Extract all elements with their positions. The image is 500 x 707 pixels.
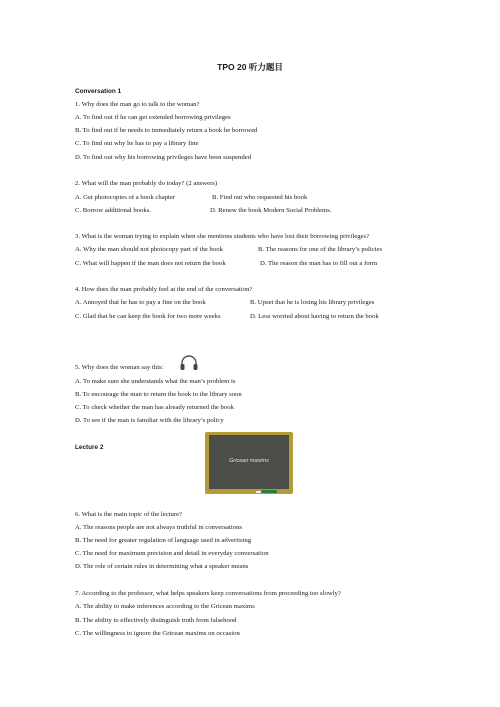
eraser	[261, 490, 277, 493]
q4-option-b: B. Upset that he is losing his library privileges	[250, 299, 375, 306]
q4-option-c: C. Glad that he can keep the book for two more weeks	[75, 313, 221, 320]
question-3: 3. What is the woman trying to explain when she mentions students who have lost their borrowing privileges?	[75, 233, 370, 240]
q5-option-d: D. To see if the man is familiar with the library’s policy	[75, 417, 224, 424]
q6-option-c: C. The need for maximum precision and detail in everyday conversation	[75, 550, 269, 557]
q6-option-b: B. The need for greater regulation of language used in advertising	[75, 537, 252, 544]
q3-option-b: B. The reasons for one of the library’s policies	[258, 246, 383, 253]
q5-option-b: B. To encourage the man to return the book to the library soon	[75, 391, 242, 398]
headphones-icon[interactable]	[179, 355, 199, 371]
q1-option-a: A. To find out if he can get extended borrowing privileges	[75, 114, 231, 121]
section-heading-lecture: Lecture 2	[75, 444, 104, 451]
q3-option-d: D. The reason the man has to fill out a form	[260, 260, 378, 267]
q1-option-b: B. To find out if he needs to immediately return a book he borrowed	[75, 127, 258, 134]
question-2: 2. What will the man probably do today? (2 answers)	[75, 180, 218, 187]
q2-option-b: B. Find out who requested his book	[212, 194, 308, 201]
q2-option-c: C. Borrow additional books.	[75, 207, 151, 214]
question-4: 4. How does the man probably feel at the end of the conversation?	[75, 286, 253, 293]
q6-option-d: D. The role of certain rules in determining what a speaker means	[75, 563, 249, 570]
q7-option-a: A. The ability to make inferences according to the Gricean maxims	[75, 603, 255, 610]
question-5: 5. Why does the woman say this:	[75, 364, 164, 371]
q6-option-a: A. The reasons people are not always truthful in conversations	[75, 524, 243, 531]
chalkboard-surface	[209, 435, 289, 489]
chalkboard-image	[205, 432, 293, 494]
q5-option-c: C. To check whether the man has already returned the book	[75, 404, 234, 411]
q1-option-c: C. To find out why he has to pay a library fine	[75, 140, 199, 147]
q3-option-c: C. What will happen if the man does not return the book	[75, 260, 226, 267]
q3-option-a: A. Why the man should not photocopy part of the book	[75, 246, 223, 253]
q7-option-b: B. The ability to effectively distinguish truth from falsehood	[75, 617, 237, 624]
page-title: TPO 20 听力题目	[217, 62, 283, 72]
q2-option-d: D. Renew the book Modern Social Problems.	[210, 207, 332, 214]
q1-option-d: D. To find out why his borrowing privileges have been suspended	[75, 154, 252, 161]
q7-option-c: C. The willingness to ignore the Gricean maxims on occasion	[75, 630, 240, 637]
question-7: 7. According to the professor, what helps speakers keep conversations from proceeding too slowly?	[75, 590, 341, 597]
q5-option-a: A. To make sure she understands what the man’s problem is	[75, 378, 236, 385]
question-6: 6. What is the main topic of the lecture?	[75, 511, 183, 518]
q2-option-a: A. Get photocopies of a book chapter	[75, 194, 176, 201]
q4-option-d: D. Less worried about having to return the book	[250, 313, 379, 320]
section-heading-conversation: Conversation 1	[75, 88, 122, 95]
question-1: 1. Why does the man go to talk to the woman?	[75, 101, 200, 108]
chalkboard-text: Gricean maxims	[229, 458, 269, 464]
q4-option-a: A. Annoyed that he has to pay a fine on the book	[75, 299, 206, 306]
